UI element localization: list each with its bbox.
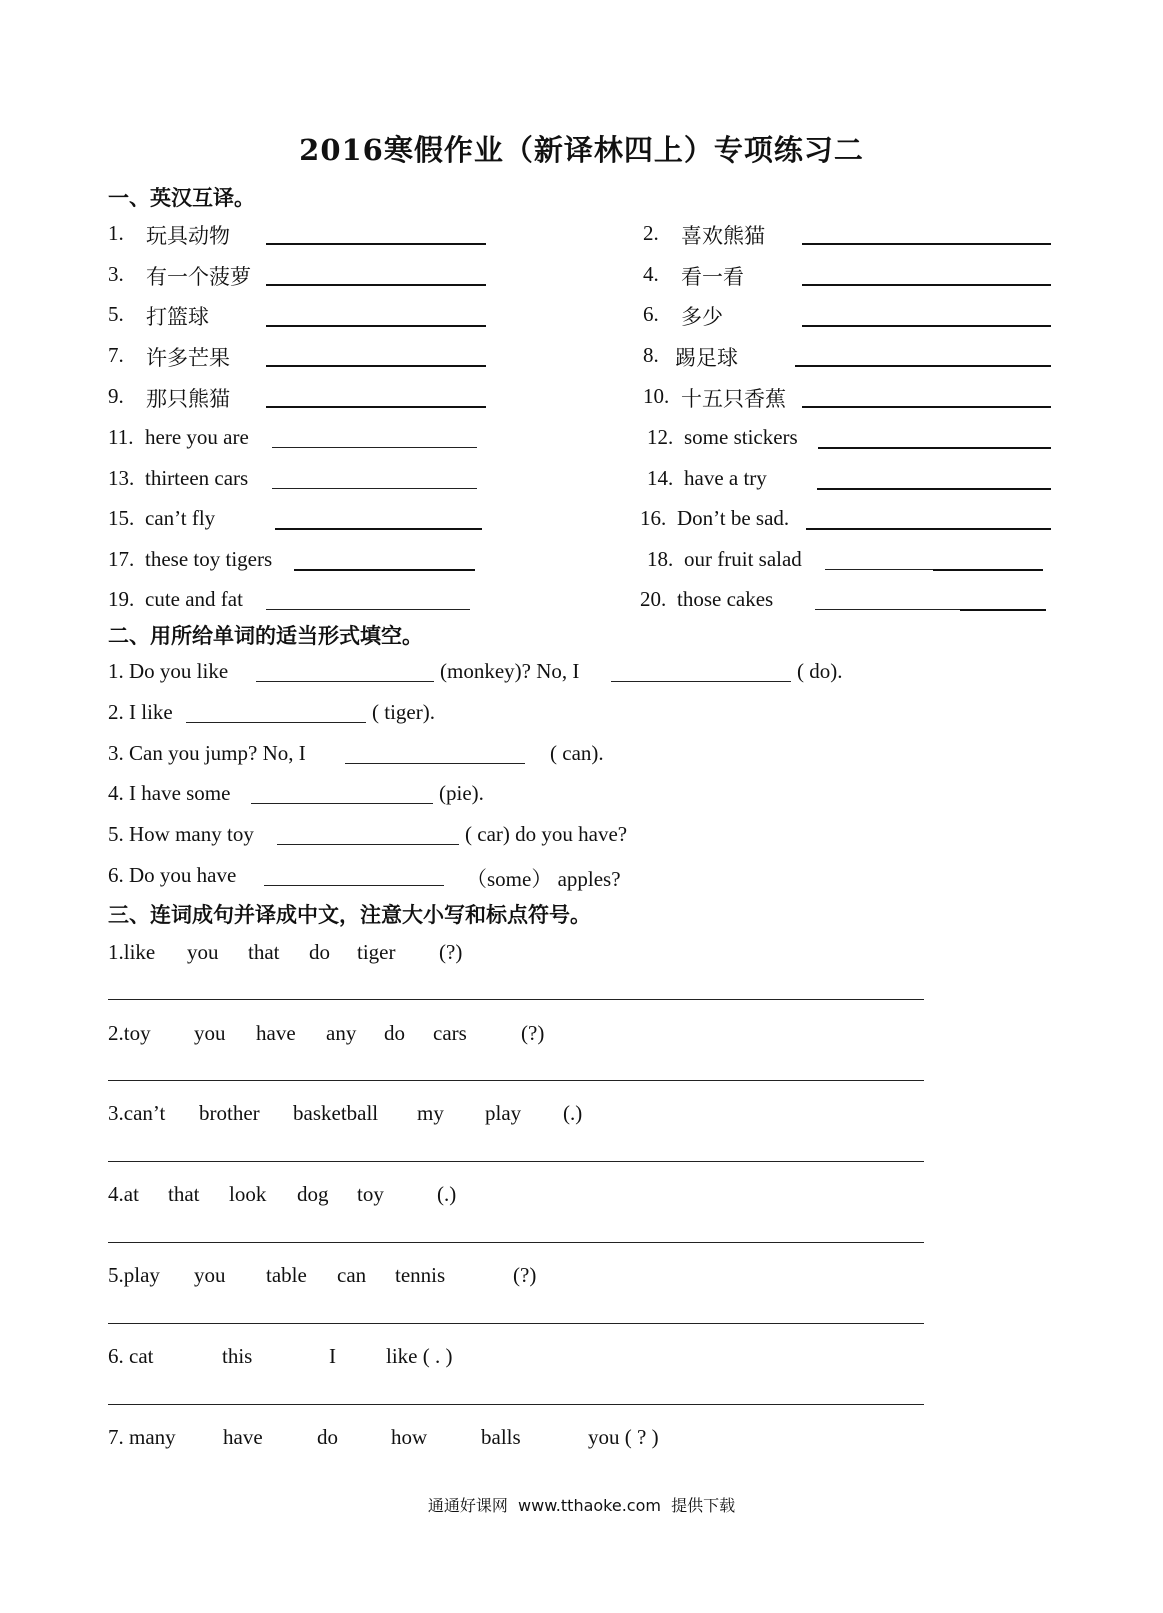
answer-blank[interactable]: [802, 325, 1051, 327]
answer-blank[interactable]: [802, 406, 1051, 408]
answer-line[interactable]: [108, 1161, 924, 1162]
item-num: 16.: [640, 506, 667, 530]
answer-blank[interactable]: [817, 488, 1051, 490]
scrambled-word: you: [187, 940, 219, 964]
item-text: our fruit salad: [684, 547, 802, 571]
item-text: 打篮球: [146, 305, 209, 329]
item-text: Don’t be sad.: [677, 506, 790, 530]
scrambled-word: 3.can’t: [108, 1101, 166, 1125]
scrambled-word: my: [417, 1101, 444, 1125]
scrambled-word: 5.play: [108, 1263, 160, 1287]
answer-line[interactable]: [108, 999, 924, 1000]
scrambled-word: tennis: [395, 1263, 446, 1287]
item-num: 19.: [108, 587, 135, 611]
answer-blank[interactable]: [802, 243, 1051, 245]
fill-item-text: (pie).: [439, 781, 484, 805]
page-footer: 通通好课网 www.tthaoke.com 提供下载: [427, 1496, 736, 1515]
item-num: 5.: [108, 302, 124, 326]
item-num: 11.: [108, 425, 134, 449]
scrambled-word: toy: [357, 1182, 384, 1206]
scrambled-word: (?): [521, 1021, 545, 1045]
answer-blank[interactable]: [266, 406, 486, 408]
scrambled-word: dog: [297, 1182, 329, 1206]
scrambled-word: that: [168, 1182, 200, 1206]
scrambled-word: table: [266, 1263, 307, 1287]
scrambled-word: have: [256, 1021, 296, 1045]
answer-blank[interactable]: [815, 609, 960, 610]
scrambled-word: do: [384, 1021, 405, 1045]
item-text: 踢足球: [675, 346, 738, 370]
fill-blank[interactable]: [345, 763, 525, 764]
item-num: 4.: [643, 262, 659, 286]
scrambled-word: 6. cat: [108, 1344, 154, 1368]
scrambled-word: can: [337, 1263, 367, 1287]
scrambled-word: do: [309, 940, 330, 964]
fill-blank[interactable]: [256, 681, 434, 682]
item-text: cute and fat: [145, 587, 243, 611]
fill-item-text: 2. I like: [108, 700, 173, 724]
item-num: 14.: [647, 466, 674, 490]
item-text: 许多芒果: [146, 346, 230, 370]
scrambled-word: that: [248, 940, 280, 964]
item-num: 15.: [108, 506, 135, 530]
scrambled-word: play: [485, 1101, 522, 1125]
answer-blank[interactable]: [266, 325, 486, 327]
scrambled-word: 1.like: [108, 940, 156, 964]
item-text: have a try: [684, 466, 767, 490]
section-3-heading: 三、连词成句并译成中文，注意大小写和标点符号。: [108, 903, 591, 927]
answer-blank[interactable]: [266, 609, 470, 610]
item-text: can’t fly: [145, 506, 216, 530]
scrambled-word: tiger: [357, 940, 396, 964]
scrambled-word: like ( . ): [386, 1344, 453, 1368]
item-text: thirteen cars: [145, 466, 249, 490]
fill-item-text: 1. Do you like: [108, 659, 229, 683]
answer-blank[interactable]: [294, 569, 475, 571]
scrambled-word: do: [317, 1425, 338, 1449]
answer-blank[interactable]: [795, 365, 1051, 367]
fill-blank[interactable]: [277, 844, 459, 845]
answer-line[interactable]: [108, 1323, 924, 1324]
item-num: 3.: [108, 262, 124, 286]
answer-blank[interactable]: [272, 488, 477, 489]
scrambled-word: I: [329, 1344, 336, 1368]
item-num: 8.: [643, 343, 659, 367]
answer-blank[interactable]: [266, 365, 486, 367]
answer-blank[interactable]: [818, 447, 1051, 449]
answer-blank[interactable]: [275, 528, 482, 530]
item-num: 13.: [108, 466, 135, 490]
scrambled-word: you ( ? ): [588, 1425, 659, 1449]
item-num: 12.: [647, 425, 674, 449]
answer-blank[interactable]: [806, 528, 1051, 530]
fill-item-text: （some） apples?: [466, 867, 621, 891]
item-text: 玩具动物: [146, 224, 230, 248]
scrambled-word: look: [229, 1182, 267, 1206]
fill-blank[interactable]: [186, 722, 366, 723]
section-2-heading: 二、用所给单词的适当形式填空。: [108, 624, 423, 648]
scrambled-word: (.): [437, 1182, 457, 1206]
scrambled-word: basketball: [293, 1101, 379, 1125]
scrambled-word: you: [194, 1021, 226, 1045]
scrambled-word: this: [222, 1344, 253, 1368]
scrambled-word: (?): [439, 940, 463, 964]
fill-item-text: 4. I have some: [108, 781, 231, 805]
fill-blank[interactable]: [251, 803, 433, 804]
item-num: 18.: [647, 547, 674, 571]
scrambled-word: balls: [481, 1425, 521, 1449]
answer-blank[interactable]: [825, 569, 933, 570]
scrambled-word: have: [223, 1425, 263, 1449]
item-text: 多少: [681, 305, 723, 329]
item-num: 2.: [643, 221, 659, 245]
fill-item-text: ( do).: [797, 659, 843, 683]
scrambled-word: you: [194, 1263, 226, 1287]
fill-item-text: ( can).: [550, 741, 604, 765]
item-num: 6.: [643, 302, 659, 326]
item-text: those cakes: [677, 587, 774, 611]
item-num: 10.: [643, 384, 670, 408]
page-title: 2016寒假作业（新译林四上）专项练习二: [299, 133, 864, 167]
fill-item-text: ( car) do you have?: [465, 822, 628, 846]
fill-item-text: (monkey)? No, I: [440, 659, 580, 683]
item-num: 20.: [640, 587, 667, 611]
item-num: 9.: [108, 384, 124, 408]
scrambled-word: (.): [563, 1101, 583, 1125]
answer-blank[interactable]: [272, 447, 477, 448]
scrambled-word: (?): [513, 1263, 537, 1287]
fill-blank[interactable]: [264, 885, 444, 886]
answer-blank[interactable]: [266, 284, 486, 286]
scrambled-word: brother: [199, 1101, 260, 1125]
item-text: 十五只香蕉: [681, 387, 786, 411]
scrambled-word: 4.at: [108, 1182, 139, 1206]
item-text: here you are: [145, 425, 249, 449]
answer-line[interactable]: [108, 1242, 924, 1243]
answer-line[interactable]: [108, 1080, 924, 1081]
item-num: 1.: [108, 221, 124, 245]
fill-item-text: 3. Can you jump? No, I: [108, 741, 306, 765]
item-text: 看一看: [681, 265, 744, 289]
fill-item-text: 6. Do you have: [108, 863, 237, 887]
item-num: 7.: [108, 343, 124, 367]
item-text: some stickers: [684, 425, 798, 449]
scrambled-word: any: [326, 1021, 357, 1045]
item-text: these toy tigers: [145, 547, 273, 571]
item-text: 喜欢熊猫: [681, 224, 765, 248]
item-text: 那只熊猫: [146, 387, 230, 411]
item-text: 有一个菠萝: [146, 265, 251, 289]
scrambled-word: 2.toy: [108, 1021, 151, 1045]
answer-blank[interactable]: [933, 569, 1043, 571]
item-num: 17.: [108, 547, 135, 571]
answer-line[interactable]: [108, 1404, 924, 1405]
section-1-heading: 一、英汉互译。: [108, 186, 255, 210]
answer-blank[interactable]: [960, 609, 1046, 611]
fill-item-text: ( tiger).: [372, 700, 435, 724]
scrambled-word: how: [391, 1425, 428, 1449]
fill-item-text: 5. How many toy: [108, 822, 254, 846]
scrambled-word: 7. many: [108, 1425, 176, 1449]
answer-blank[interactable]: [802, 284, 1051, 286]
answer-blank[interactable]: [266, 243, 486, 245]
scrambled-word: cars: [433, 1021, 467, 1045]
fill-blank[interactable]: [611, 681, 791, 682]
